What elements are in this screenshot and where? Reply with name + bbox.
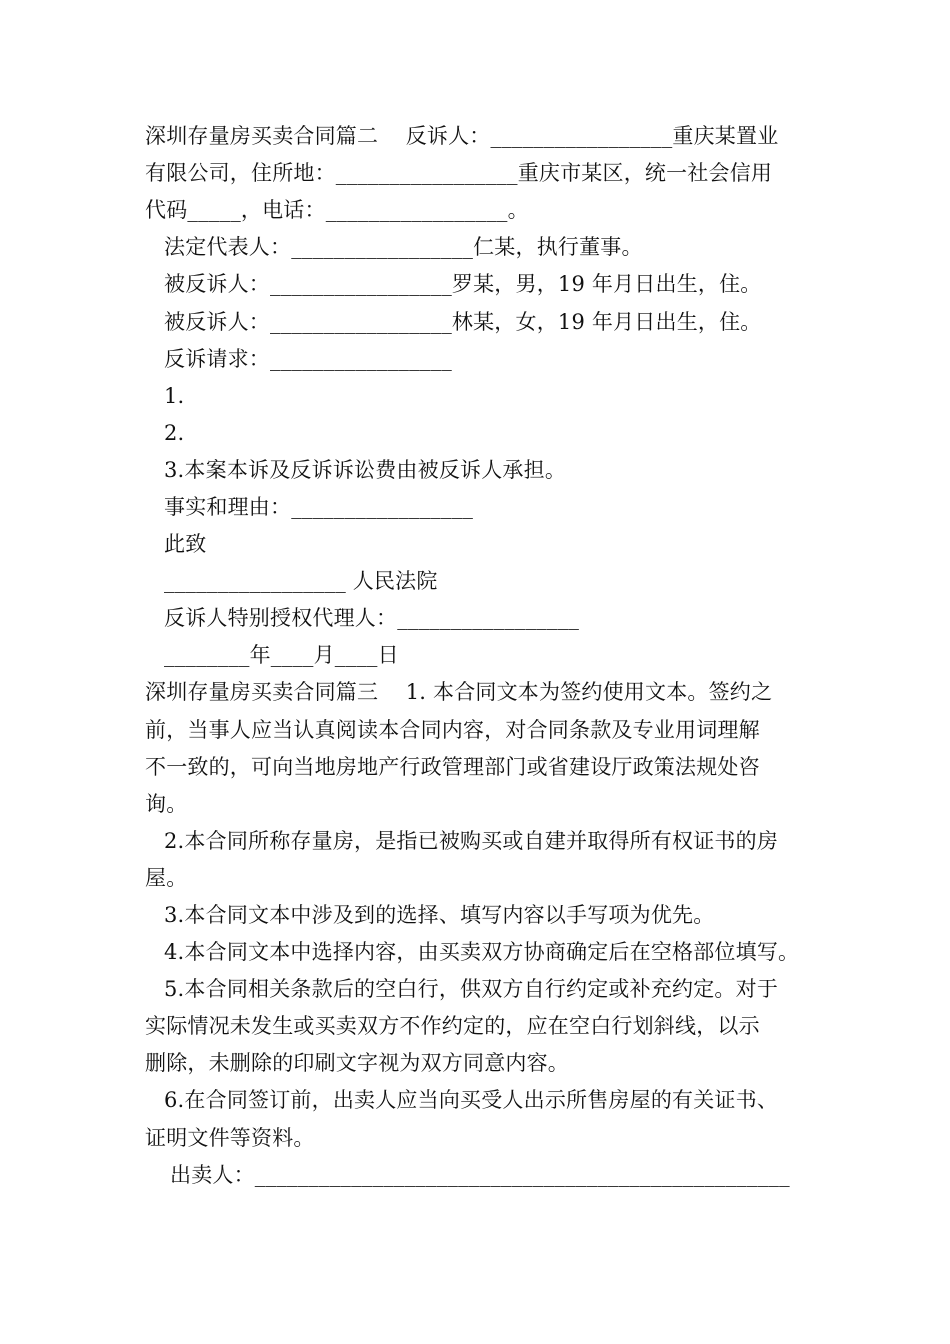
text-line: 2.本合同所称存量房，是指已被购买或自建并取得所有权证书的房 [164, 829, 779, 853]
text-line: 深圳存量房买卖合同篇三 1. 本合同文本为签约使用文本。签约之 [145, 680, 773, 704]
text-line: 反诉人特别授权代理人：_________________ [164, 606, 580, 630]
text-line: 3.本案本诉及反诉诉讼费由被反诉人承担。 [164, 458, 567, 482]
text-line: 5.本合同相关条款后的空白行，供双方自行约定或补充约定。对于 [164, 977, 779, 1001]
text-line: 被反诉人：_________________林某，女，19 年月日出生，住。 [164, 310, 762, 334]
text-line: 屋。 [145, 866, 188, 890]
text-line: 2. [164, 421, 185, 445]
text-line: 4.本合同文本中选择内容，由买卖双方协商确定后在空格部位填写。 [164, 940, 800, 964]
text-line: 3.本合同文本中涉及到的选择、填写内容以手写项为优先。 [164, 903, 715, 927]
text-line: 不一致的，可向当地房地产行政管理部门或省建设厅政策法规处咨 [145, 755, 760, 779]
text-line: 有限公司，住所地：_________________重庆市某区，统一社会信用 [145, 161, 773, 185]
text-line: 询。 [145, 792, 188, 816]
text-line: 实际情况未发生或买卖双方不作约定的，应在空白行划斜线，以示 [145, 1014, 760, 1038]
text-line: _________________ 人民法院 [164, 569, 438, 593]
text-line: 被反诉人：_________________罗某，男，19 年月日出生，住。 [164, 272, 762, 296]
text-line: 1. [164, 384, 185, 408]
text-line: 此致 [164, 532, 207, 556]
text-line: 出卖人：__________________________________________________ [170, 1163, 790, 1187]
text-line: 深圳存量房买卖合同篇二 反诉人：_________________重庆某置业 [145, 124, 779, 148]
text-line: 证明文件等资料。 [145, 1126, 315, 1150]
text-line: 法定代表人：_________________仁某，执行董事。 [164, 235, 643, 259]
text-line: 前，当事人应当认真阅读本合同内容，对合同条款及专业用词理解 [145, 718, 760, 742]
text-line: 6.在合同签订前，出卖人应当向买受人出示所售房屋的有关证书、 [164, 1088, 779, 1112]
text-line: 删除，未删除的印刷文字视为双方同意内容。 [145, 1051, 569, 1075]
text-line: ________年____月____日 [164, 643, 399, 667]
text-line: 反诉请求：_________________ [164, 347, 452, 371]
text-line: 代码_____，电话：_________________。 [145, 198, 529, 222]
text-line: 事实和理由：_________________ [164, 495, 474, 519]
